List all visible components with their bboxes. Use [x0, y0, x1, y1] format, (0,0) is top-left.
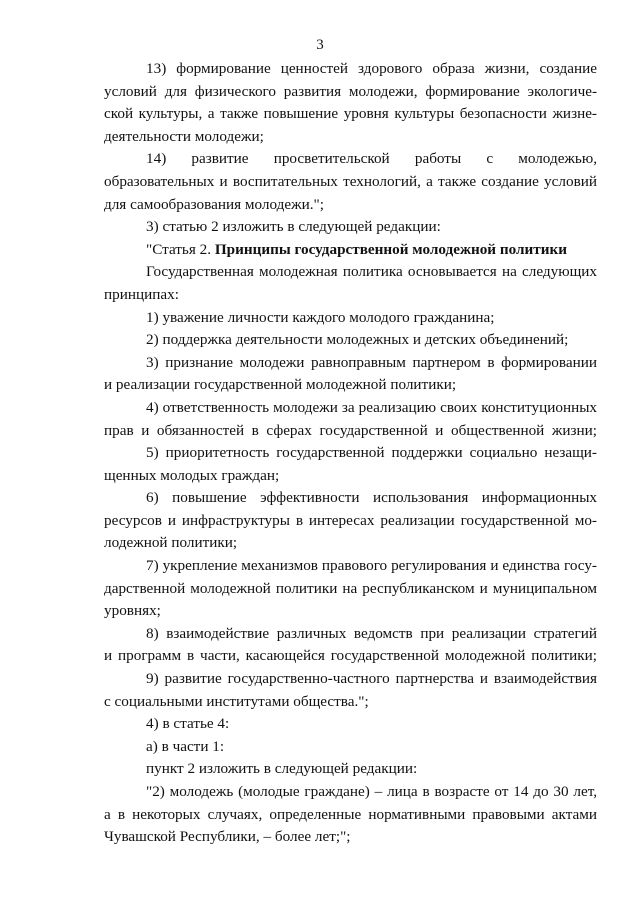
text-line: 1) уважение личности каждого молодого гражданина; [146, 308, 495, 326]
text-line: 9) развитие государственно-частного партнерства и взаимодействия [146, 670, 597, 688]
text-line: 8) взаимодействие различных ведомств при реализации стратегий [146, 624, 597, 642]
page-number: 3 [316, 37, 324, 53]
text-line: щенных молодых граждан; [104, 466, 280, 484]
text-line: а в некоторых случаях, определенные нормативными правовыми актами [104, 805, 597, 823]
text-line: и программ в части, касающейся государственной молодежной политики; [104, 647, 597, 665]
document-body [104, 58, 597, 849]
text-line: Государственная молодежная политика основывается на следующих [146, 263, 597, 281]
text-line: 5) приоритетность государственной поддержки социально незащи- [146, 444, 597, 462]
text-line: 4) в статье 4: [146, 715, 230, 733]
text-line: дарственной молодежной политики на республиканском и муниципальном [104, 579, 597, 597]
text-line: "2) молодежь (молодые граждане) – лица в возрасте от 14 до 30 лет, [146, 783, 597, 800]
text-line: 3) признание молодежи равноправным партнером в формировании [146, 353, 597, 371]
text-line: ресурсов и инфраструктуры в интересах реализации государственной мо- [104, 511, 597, 529]
text-line: ской культуры, а также повышение уровня культуры безопасности жизне- [104, 105, 597, 123]
text-line: 7) укрепление механизмов правового регулирования и единства госу- [146, 557, 597, 575]
text-line: прав и обязанностей в сферах государственной и общественной жизни; [104, 421, 597, 439]
text-line: 2) поддержка деятельности молодежных и детских объединений; [146, 331, 569, 349]
text-line: 3) статью 2 изложить в следующей редакции: [146, 218, 441, 236]
article-heading [104, 239, 597, 262]
article-number: "Статья 2. [146, 240, 215, 258]
text-line: 13) формирование ценностей здорового образа жизни, создание [146, 60, 597, 77]
text-line: и реализации государственной молодежной политики; [104, 376, 457, 394]
text-line: для самообразования молодежи."; [104, 195, 324, 213]
text-line: лодежной политики; [104, 534, 238, 552]
text-line: с социальными институтами общества."; [104, 692, 369, 710]
text-line: деятельности молодежи; [104, 127, 264, 145]
article-title: Принципы государственной молодежной политики [214, 240, 567, 258]
text-line: а) в части 1: [146, 737, 225, 755]
text-line: уровнях; [104, 602, 161, 620]
text-line: 6) повышение эффективности использования информационных [146, 489, 597, 507]
text-line: принципах: [104, 285, 179, 303]
text-line: 14) развитие просветительской работы с молодежью, [146, 150, 597, 168]
text-line: образовательных и воспитательных технологий, а также создание условий [104, 172, 597, 190]
text-line: 4) ответственность молодежи за реализацию своих конституционных [146, 398, 597, 416]
text-line: Чувашской Республики, – более лет;"; [104, 828, 351, 846]
text-line: условий для физического развития молодежи, формирование экологиче- [104, 82, 597, 100]
text-line: пункт 2 изложить в следующей редакции: [146, 760, 418, 778]
